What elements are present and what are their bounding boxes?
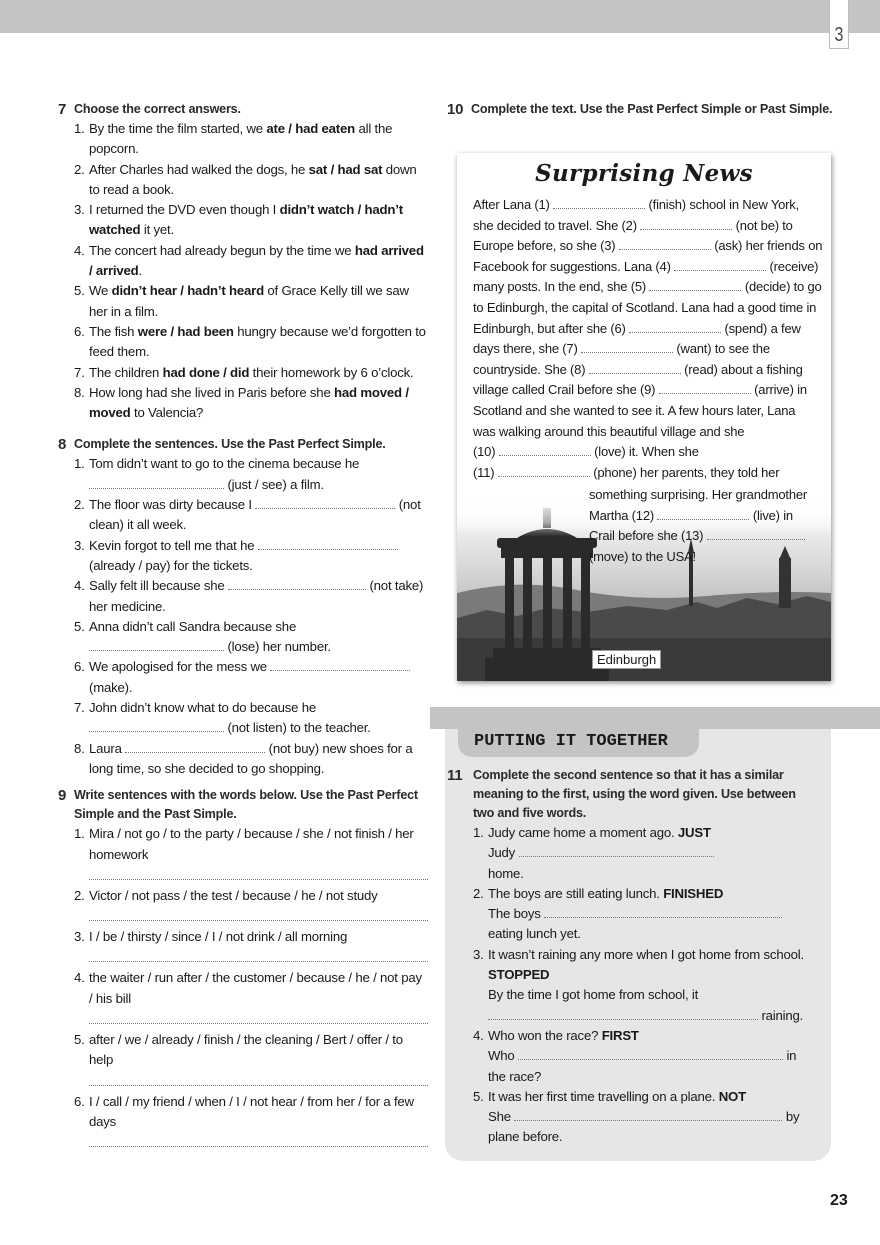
item-number: 3. — [473, 946, 484, 962]
story-text-before: village called Crail before she (9) — [473, 382, 659, 398]
answer-blank[interactable] — [707, 528, 805, 540]
item-text-before: We — [89, 283, 112, 299]
answer-blank[interactable] — [498, 465, 590, 477]
answer-blank[interactable] — [488, 1008, 758, 1020]
exercise-item — [74, 968, 428, 1009]
answer-blank[interactable] — [544, 906, 782, 918]
exercise-item — [473, 1026, 817, 1087]
answer-blank[interactable] — [228, 578, 366, 590]
exercise-9-heading — [58, 786, 428, 824]
item-text: the waiter / run after / the customer / because / he / not pay / his bill — [89, 970, 422, 1006]
exercise-title: Choose the correct answers. — [74, 102, 241, 116]
item-text-before: Kevin forgot to tell me that he — [89, 537, 255, 553]
exercise-item — [74, 363, 428, 383]
exercise-10-heading — [447, 100, 837, 119]
exercise-item — [74, 824, 428, 865]
answer-blank[interactable] — [519, 845, 714, 857]
exercise-9-items — [58, 824, 428, 1147]
exercise-11 — [447, 766, 817, 1148]
second-sentence-start: She — [488, 1109, 511, 1125]
story-text-after: (decide) to go — [744, 279, 822, 295]
story-line — [589, 506, 825, 527]
first-sentence: Judy came home a moment ago. — [488, 825, 678, 840]
item-text — [89, 536, 428, 577]
item-text-after: all the popcorn. — [89, 121, 393, 157]
item-text-before: By the time the film started, we — [89, 121, 267, 136]
item-text-after: (not clean) it all week. — [89, 497, 421, 533]
answer-options[interactable]: had done / did — [162, 364, 250, 380]
item-number: 4. — [74, 242, 85, 258]
item-number: 2. — [74, 497, 85, 513]
item-text: Mira / not go / to the party / because / she / not finish / her homework — [89, 826, 414, 862]
answer-line[interactable] — [89, 1071, 428, 1086]
item-text-after: (already / pay) for the tickets. — [89, 557, 253, 573]
item-text — [89, 363, 428, 383]
item-text-before: After Charles had walked the dogs, he — [89, 161, 309, 177]
story-text-before: countryside. She (8) — [473, 361, 589, 377]
story-box — [457, 153, 831, 681]
answer-blank[interactable] — [89, 639, 224, 651]
item-number: 2. — [74, 161, 85, 177]
item-number: 7. — [74, 364, 85, 380]
story-line — [473, 257, 825, 278]
item-number: 8. — [74, 384, 85, 400]
exercise-item — [74, 1092, 428, 1133]
answer-options[interactable]: didn’t watch / hadn’t watched — [89, 202, 403, 238]
answer-blank[interactable] — [258, 538, 398, 550]
item-text-before: The concert had already begun by the time we — [89, 242, 355, 258]
story-text-before: (move) to the USA! — [589, 548, 696, 564]
exercise-item — [74, 383, 428, 424]
answer-blank[interactable] — [657, 508, 749, 520]
story-text-before: many posts. In the end, she (5) — [473, 279, 650, 295]
exercise-11-items — [447, 823, 817, 1148]
story-text-continued — [589, 485, 825, 567]
item-text-before: The children — [89, 364, 163, 380]
story-text-before: Europe before, so she (3) — [473, 238, 619, 254]
item-number: 5. — [74, 618, 85, 634]
exercise-title: Complete the sentences. Use the Past Perfect Simple. — [74, 437, 386, 452]
key-word: NOT — [718, 1088, 746, 1104]
answer-blank[interactable] — [255, 497, 395, 509]
item-text-before: John didn’t know what to do because he — [89, 700, 317, 716]
item-text — [488, 823, 817, 884]
story-text-before: Martha (12) — [589, 507, 658, 523]
item-number: 5. — [473, 1088, 484, 1104]
story-text-before: to Edinburgh, the capital of Scotland. Lana had a good time in — [473, 299, 817, 315]
story-line — [589, 547, 825, 568]
right-column — [447, 100, 837, 119]
story-text-before: Scotland and she wanted to see it. A few hours later, Lana — [473, 402, 796, 418]
item-text-before: We apologised for the mess we — [89, 659, 267, 675]
exercise-number: 7 — [58, 101, 67, 118]
exercise-7-heading — [58, 100, 428, 119]
item-text — [488, 884, 817, 945]
left-column — [58, 100, 428, 1153]
exercise-item — [74, 698, 428, 739]
item-number: 8. — [74, 740, 85, 756]
answer-blank[interactable] — [89, 477, 224, 489]
story-text-after: (arrive) in — [754, 382, 807, 398]
answer-blank[interactable] — [499, 444, 591, 456]
answer-blank[interactable] — [270, 659, 410, 671]
item-text-after: their homework by 6 o’clock. — [249, 364, 414, 380]
exercise-7-items — [58, 119, 428, 423]
story-line — [473, 401, 825, 422]
key-word: JUST — [677, 825, 711, 840]
answer-blank[interactable] — [89, 720, 224, 732]
answer-line[interactable] — [89, 1009, 428, 1024]
exercise-item — [74, 576, 428, 617]
item-text — [89, 576, 428, 617]
first-sentence: Who won the race? — [488, 1027, 602, 1043]
exercise-item — [74, 657, 428, 698]
item-text-before: I returned the DVD even though I — [89, 202, 280, 218]
story-text-after: (love) it. When she — [594, 444, 699, 460]
story-line — [473, 463, 825, 484]
second-sentence-end: the race? — [488, 1068, 542, 1084]
item-text: Victor / not pass / the test / because / he / not study — [89, 887, 378, 903]
section-bar — [430, 707, 880, 729]
second-sentence-end: in — [786, 1048, 797, 1064]
item-text-after: hungry because we’d forgotten to feed them. — [89, 323, 426, 360]
item-text-after: (not take) her medicine. — [89, 578, 424, 614]
item-text-before: How long had she lived in Paris before she — [89, 384, 335, 400]
item-number: 6. — [74, 659, 85, 675]
item-text-after: of Grace Kelly till we saw her in a film. — [89, 283, 409, 319]
exercise-title: Write sentences with the words below. Use the Past Perfect Simple and the Past Simple. — [74, 788, 418, 822]
story-text-before: (10) — [473, 444, 499, 460]
item-text-after: (not listen) to the teacher. — [227, 720, 371, 736]
exercise-8-items — [58, 454, 428, 779]
story-line — [589, 526, 825, 547]
item-text — [89, 454, 428, 495]
second-sentence-end: by — [785, 1109, 800, 1125]
story-text-before: After Lana (1) — [473, 197, 554, 212]
story-title: Surprising News — [535, 160, 753, 187]
answer-blank[interactable] — [589, 362, 681, 374]
answer-options[interactable]: had moved / moved — [89, 384, 409, 421]
item-text — [89, 495, 428, 536]
item-number: 2. — [74, 887, 85, 903]
answer-options[interactable]: ate / had eaten — [266, 121, 355, 136]
key-word: STOPPED — [488, 967, 550, 983]
story-text-before: days there, she (7) — [473, 341, 581, 357]
exercise-item — [473, 1087, 817, 1148]
answer-blank[interactable] — [518, 1048, 783, 1060]
story-text-before: was walking around this beautiful village and she — [473, 423, 745, 439]
item-text-before: The fish — [89, 323, 138, 339]
item-number: 1. — [74, 826, 85, 842]
exercise-item — [74, 322, 428, 363]
story-text-before: Facebook for suggestions. Lana (4) — [473, 258, 675, 274]
story-line — [473, 360, 825, 381]
item-text — [89, 281, 428, 322]
story-line — [473, 422, 825, 443]
answer-line[interactable] — [89, 1132, 428, 1147]
item-number: 1. — [74, 121, 85, 136]
exercise-item — [74, 495, 428, 536]
story-text-after: (phone) her parents, they told her — [593, 464, 780, 480]
answer-blank[interactable] — [659, 382, 751, 394]
story-text-before: (11) — [473, 464, 498, 480]
item-text-after: down to read a book. — [89, 161, 417, 197]
item-number: 6. — [74, 1093, 85, 1109]
item-text-after: . — [138, 263, 142, 279]
exercise-item — [74, 200, 428, 241]
second-sentence-start: By the time I got home from school, it — [488, 987, 699, 1003]
item-number: 7. — [74, 700, 85, 716]
unit-tab — [829, 0, 849, 49]
story-line — [473, 380, 825, 401]
exercise-item — [473, 945, 817, 1026]
story-line — [473, 195, 825, 216]
key-word: FIRST — [601, 1027, 639, 1043]
exercise-item — [74, 927, 428, 947]
story-text-after: (live) in — [752, 507, 793, 523]
exercise-item — [74, 119, 428, 160]
item-text — [89, 617, 428, 658]
first-sentence: It was her first time travelling on a plane. — [488, 1088, 719, 1104]
answer-line[interactable] — [89, 947, 428, 962]
section-tab — [458, 729, 699, 757]
exercise-item — [74, 886, 428, 906]
second-sentence-start: Judy — [488, 845, 516, 861]
item-number: 4. — [74, 578, 85, 594]
story-text-after: (want) to see the — [676, 341, 770, 357]
item-text-after: (not buy) new shoes for a long time, so she decided to go shopping. — [89, 740, 413, 776]
item-text — [488, 1026, 817, 1087]
answer-blank[interactable] — [514, 1109, 782, 1121]
story-text-before: something surprising. Her grandmother — [589, 487, 808, 502]
exercise-number: 11 — [447, 767, 463, 784]
story-line — [473, 216, 825, 237]
item-text — [488, 945, 817, 1026]
item-text-before: Tom didn’t want to go to the cinema because he — [89, 456, 360, 472]
answer-blank[interactable] — [640, 218, 732, 230]
exercise-item — [473, 823, 817, 884]
story-text — [473, 195, 825, 483]
item-number: 5. — [74, 1031, 85, 1047]
answer-blank[interactable] — [619, 238, 711, 250]
item-text-after: (make). — [89, 679, 133, 695]
unit-number: 3 — [834, 24, 844, 46]
item-number: 4. — [473, 1027, 484, 1043]
exercise-title: Complete the second sentence so that it has a similar meaning to the first, using the word given. Use between two and five words. — [473, 768, 796, 820]
story-text-after: (not be) to — [735, 217, 793, 233]
answer-blank[interactable] — [581, 341, 673, 353]
story-line — [473, 339, 825, 360]
story-text-after: (receive) — [769, 258, 819, 274]
answer-blank[interactable] — [649, 279, 741, 291]
story-text-after: (spend) a few — [724, 320, 801, 336]
photo-caption: Edinburgh — [592, 650, 661, 669]
item-text — [89, 119, 428, 160]
story-line — [473, 236, 825, 257]
item-text — [89, 200, 428, 241]
exercise-number: 9 — [58, 787, 67, 805]
item-text — [89, 322, 428, 363]
second-sentence-start: The boys — [488, 906, 541, 922]
item-text: I / call / my friend / when / I / not hear / from her / for a few days — [89, 1093, 414, 1129]
second-sentence-end: plane before. — [488, 1129, 563, 1145]
story-line — [589, 485, 825, 506]
item-text-before: Anna didn’t call Sandra because she — [89, 618, 297, 634]
second-sentence-end: eating lunch yet. — [488, 926, 581, 942]
item-number: 3. — [74, 202, 85, 218]
story-text-before: Edinburgh, but after she (6) — [473, 320, 630, 336]
answer-options[interactable]: didn’t hear / hadn’t heard — [111, 283, 264, 299]
item-text — [89, 160, 428, 201]
item-text-before: Laura — [89, 740, 122, 756]
item-number: 2. — [473, 885, 484, 901]
story-line — [473, 442, 825, 463]
item-number: 5. — [74, 283, 85, 299]
exercise-item — [74, 454, 428, 495]
first-sentence: The boys are still eating lunch. — [488, 885, 664, 901]
item-number: 3. — [74, 929, 85, 945]
exercise-item — [74, 617, 428, 658]
item-text — [89, 383, 428, 424]
story-line — [473, 277, 825, 298]
item-text-before: Sally felt ill because she — [89, 578, 225, 594]
answer-blank[interactable] — [674, 259, 766, 271]
item-text-before: The floor was dirty because I — [89, 497, 252, 513]
item-text: I / be / thirsty / since / I / not drink / all morning — [89, 929, 348, 945]
item-number: 1. — [74, 456, 85, 472]
second-sentence-end: raining. — [761, 1007, 804, 1023]
answer-options[interactable]: had arrived / arrived — [89, 242, 424, 279]
item-text — [89, 739, 428, 780]
answer-blank[interactable] — [125, 741, 265, 753]
story-line — [473, 319, 825, 340]
story-text-before: Crail before she (13) — [589, 528, 707, 544]
answer-line[interactable] — [89, 906, 428, 921]
exercise-title: Complete the text. Use the Past Perfect Simple or Past Simple. — [471, 102, 833, 116]
key-word: FINISHED — [663, 885, 724, 901]
exercise-item — [74, 241, 428, 282]
item-text-after: it yet. — [140, 222, 174, 238]
item-number: 4. — [74, 970, 85, 986]
exercise-item — [74, 739, 428, 780]
item-number: 6. — [74, 323, 85, 339]
story-text-after: (read) about a fishing — [684, 361, 803, 377]
page-number: 23 — [830, 1192, 848, 1209]
story-text-before: she decided to travel. She (2) — [473, 217, 641, 233]
second-sentence-end: home. — [488, 865, 524, 881]
item-number: 3. — [74, 537, 85, 553]
second-sentence-start: Who — [488, 1048, 515, 1064]
answer-options[interactable]: were / had been — [137, 323, 234, 339]
answer-options[interactable]: sat / had sat — [308, 161, 383, 177]
first-sentence: It wasn’t raining any more when I got home from school. — [488, 946, 804, 962]
answer-blank[interactable] — [553, 197, 645, 209]
item-number: 1. — [473, 825, 484, 840]
item-text-after: (lose) her number. — [227, 639, 331, 655]
section-heading: PUTTING IT TOGETHER — [474, 732, 668, 751]
exercise-11-heading — [447, 766, 817, 823]
story-line — [473, 298, 825, 319]
item-text — [488, 1087, 817, 1148]
item-text — [89, 657, 428, 698]
story-text-after: (ask) her friends on — [714, 238, 823, 254]
exercise-item — [74, 160, 428, 201]
item-text: after / we / already / finish / the cleaning / Bert / offer / to help — [89, 1031, 403, 1068]
exercise-8-heading — [58, 435, 428, 454]
exercise-item — [74, 281, 428, 322]
item-text-after: (just / see) a film. — [227, 476, 324, 492]
exercise-item — [473, 884, 817, 945]
answer-line[interactable] — [89, 865, 428, 880]
item-text — [89, 698, 428, 739]
story-text-after: (finish) school in New York, — [648, 197, 800, 212]
item-text — [89, 241, 428, 282]
header-bar — [0, 0, 880, 33]
exercise-number: 10 — [447, 101, 464, 118]
exercise-item — [74, 1030, 428, 1071]
answer-blank[interactable] — [629, 321, 721, 333]
exercise-item — [74, 536, 428, 577]
exercise-number: 8 — [58, 436, 67, 454]
item-text-after: to Valencia? — [130, 405, 204, 421]
